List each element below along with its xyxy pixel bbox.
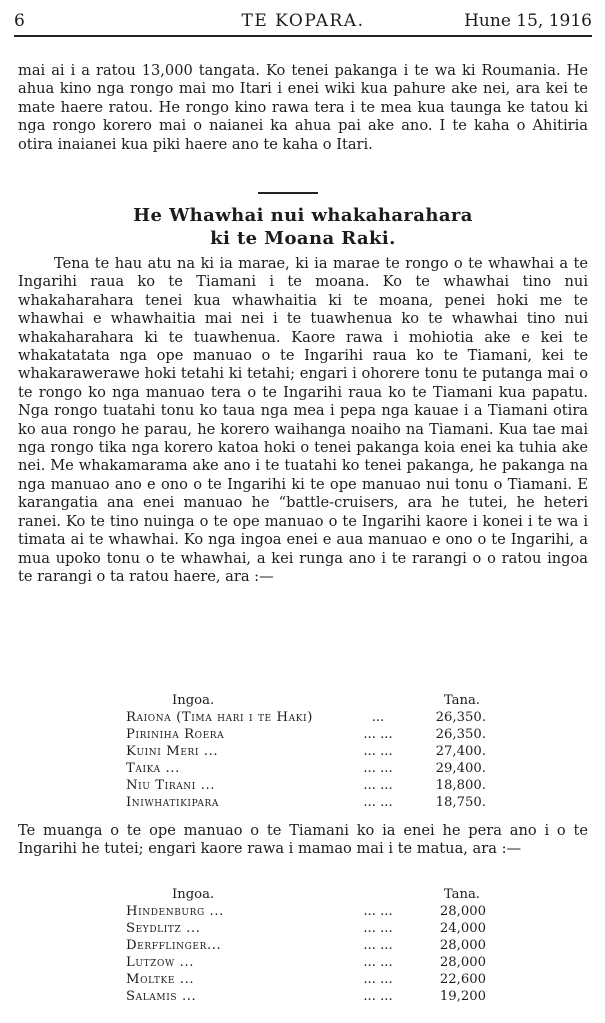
table-row	[126, 726, 488, 743]
table-row	[126, 971, 488, 988]
ship-name: Hindenburg ...	[126, 904, 224, 919]
article-title-line-2: ki te Moana Raki.	[210, 228, 396, 249]
column-header-tonnage: Tana.	[443, 887, 480, 902]
ship-name: Seydlitz ...	[126, 921, 201, 936]
ship-name: Iniwhatikipara	[126, 795, 219, 810]
ship-tonnage: 22,600	[439, 972, 486, 987]
article-title-line-1: He Whawhai nui whakaharahara	[133, 205, 473, 226]
leader-dots: ... ...	[363, 955, 393, 970]
german-ships-table	[126, 886, 488, 1005]
table-header-row	[126, 886, 488, 903]
leader-dots: ... ...	[363, 778, 393, 793]
leader-dots: ... ...	[363, 921, 393, 936]
table-row	[126, 760, 488, 777]
leader-dots: ...	[371, 710, 385, 725]
ship-name: Derfflinger...	[126, 938, 222, 953]
article-body: Tena te hau atu na ki ia marae, ki ia marae te rongo o te whawhai a te Ingarihi raua ko te Tiamani i te moana. Ko te whawhai tino nui whakaharahara tenei kua whawhaitia ki te moana, penei hoki me te whawhai e whawhaitia mai nei i te tuawhenua ko te whawhai tino nui whakaharahara ki te tuawhenua. Kaore rawa i mohiotia ake e kei te whakatatata nga ope manuao o te Ingarihi raua ko te Tiamani, kei te whakarawerawe hoki tetahi ki tetahi; engari i ohorere tonu te putanga mai o te rongo ko nga manuao tera o te Ingarihi raua ko te Tiamani kua papatu. Nga rongo tuatahi tonu ko taua nga mea i pepa nga kauae i a Tiamani otira ko aua rongo he parau, he korero waihanga noaiho na Tiamani. Kua tae mai nga rongo tika nga korero katoa hoki o tenei pakanga koia enei ka tuhia ake nei. Me whakamarama ake ano i te tuatahi ko tenei pakanga, he pakanga na nga manuao ano e ono o te Ingarihi ki te ope manuao nui tonu o Tiamani. E karangatia ana enei manuao he “battle-cruisers, ara he tutei, he heteri ranei. Ko te tino nuinga o te ope manuao o te Ingarihi kaore i konei i te wa i timata ai te whawhai. Ko nga ingoa enei e aua manuao e ono o te Ingarihi, a mua upoko tonu o te whawhai, a kei runga ano i te rarangi o o ratou ingoa te rarangi o ta ratou haere, ara :—	[18, 255, 588, 585]
ship-tonnage: 27,400.	[435, 744, 486, 759]
leader-dots: ... ...	[363, 727, 393, 742]
german-fleet-intro: Te muanga o te ope manuao o te Tiamani ko ia enei he pera ano i o te Ingarihi he tutei; engari kaore rawa i mamao mai i te matua, ara :—	[18, 822, 588, 858]
leader-dots: ... ...	[363, 761, 393, 776]
leader-dots: ... ...	[363, 744, 393, 759]
column-header-spacer	[338, 886, 418, 903]
table-row	[126, 954, 488, 971]
section-separator	[258, 192, 318, 194]
ship-name: Kuini Meri ...	[126, 744, 219, 759]
table-row	[126, 920, 488, 937]
ship-name: Moltke ...	[126, 972, 195, 987]
ship-name: Piriniha Roera	[126, 727, 225, 742]
table-header-row	[126, 692, 488, 709]
issue-date: Hune 15, 1916	[464, 11, 592, 31]
column-header-spacer	[338, 692, 418, 709]
column-header-name: Ingoa.	[172, 693, 215, 708]
ship-tonnage: 26,350.	[435, 710, 486, 725]
table-row	[126, 777, 488, 794]
ship-tonnage: 28,000	[439, 938, 486, 953]
publication-title: TE KOPARA.	[241, 11, 365, 31]
leader-dots: ... ...	[363, 938, 393, 953]
british-ships-table	[126, 692, 488, 811]
ship-tonnage: 28,000	[439, 955, 486, 970]
ship-name: Taika ...	[126, 761, 180, 776]
table-row	[126, 794, 488, 811]
header-rule	[14, 35, 592, 37]
table-row	[126, 743, 488, 760]
leader-dots: ... ...	[363, 795, 393, 810]
leader-dots: ... ...	[363, 989, 393, 1004]
table-row	[126, 903, 488, 920]
column-header-tonnage: Tana.	[443, 693, 480, 708]
page-number: 6	[14, 11, 25, 31]
column-header-name: Ingoa.	[172, 887, 215, 902]
ship-tonnage: 24,000	[439, 921, 486, 936]
ship-tonnage: 26,350.	[435, 727, 486, 742]
ship-name: Salamis ...	[126, 989, 197, 1004]
ship-tonnage: 18,800.	[435, 778, 486, 793]
ship-tonnage: 19,200	[439, 989, 486, 1004]
table-row	[126, 709, 488, 726]
ship-name: Lutzow ...	[126, 955, 194, 970]
ship-tonnage: 28,000	[439, 904, 486, 919]
article-title	[18, 204, 588, 250]
ship-name: Raiona (Tima hari i te Haki)	[126, 710, 313, 725]
table-row	[126, 937, 488, 954]
leader-dots: ... ...	[363, 972, 393, 987]
ship-tonnage: 29,400.	[435, 761, 486, 776]
ship-name: Niu Tirani ...	[126, 778, 216, 793]
page-header	[14, 10, 592, 32]
ship-tonnage: 18,750.	[435, 795, 486, 810]
table-row	[126, 988, 488, 1005]
leader-dots: ... ...	[363, 904, 393, 919]
intro-paragraph: mai ai i a ratou 13,000 tangata. Ko tenei pakanga i te wa ki Roumania. He ahua kino nga rongo mai mo Itari i enei wiki kua pahure ake nei, ara kei te mate haere ratou. He rongo kino rawa tera i te mea kua taunga ke tatou ki nga rongo korero mai o naianei ka ahua pai ake ano. I te kaha o Ahitiria otira inaianei kua piki haere ano te kaha o Itari.	[18, 62, 588, 153]
